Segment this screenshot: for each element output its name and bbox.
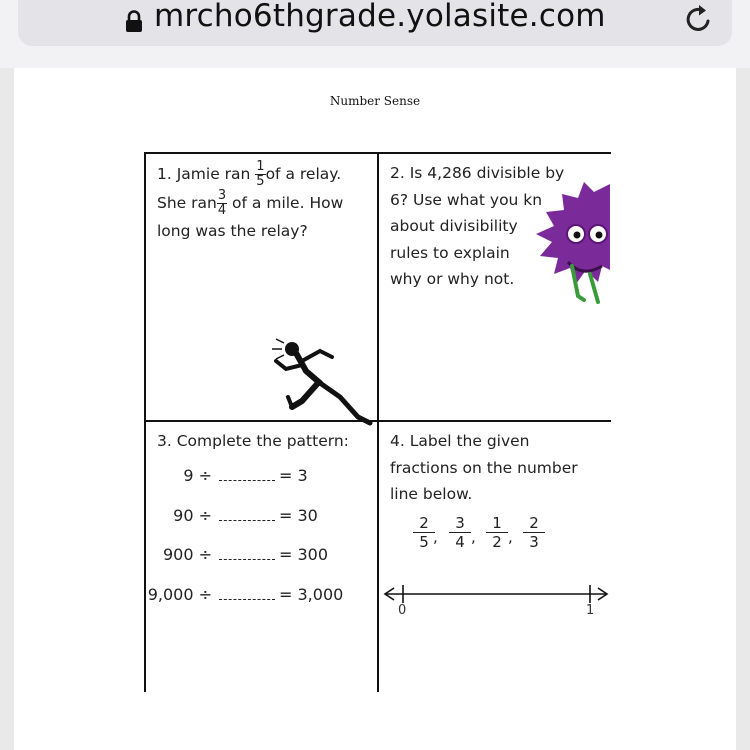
question-1: 1. Jamie ran $\frac{1}{5}$ of a relay. She ran $\frac{3}{4}$ of a mile. How long was the relay? — [157, 159, 344, 240]
fraction-three-fourths: $\frac{3}{4}$ — [217, 188, 227, 218]
lock-icon — [124, 10, 144, 32]
answer-blank[interactable] — [219, 520, 275, 521]
fraction-three-fourths: 3 4 — [449, 514, 471, 551]
grid-middle-horizontal-line — [144, 420, 611, 422]
grid-middle-vertical-line — [377, 152, 379, 692]
answer-blank[interactable] — [219, 480, 275, 481]
reload-icon[interactable] — [682, 2, 716, 36]
number-line — [380, 582, 612, 612]
numberline-label-start: 0 — [398, 603, 407, 618]
grid-left-line — [144, 152, 146, 692]
runner-clipart — [262, 335, 374, 427]
fraction-one-fifth: $\frac{1}{5}$ — [256, 159, 265, 189]
fraction-separator: , — [433, 528, 438, 546]
document-title: Number Sense — [329, 94, 421, 108]
question-3-title: 3. Complete the pattern: — [157, 432, 349, 450]
question-2: 2. Is 4,286 divisible by 6? Use what you kn about divisibility rules to explain why or why not. — [390, 164, 565, 288]
fraction-separator: , — [508, 528, 513, 546]
fraction-separator: , — [471, 528, 476, 546]
fraction-one-half: 1 2 — [486, 514, 508, 551]
purple-monster-clipart — [532, 178, 612, 304]
url-text[interactable]: mrcho6thgrade.yolasite.com — [154, 0, 606, 34]
browser-chrome — [0, 0, 750, 68]
fraction-two-fifths: 2 5 — [413, 514, 435, 551]
document-page — [14, 68, 736, 750]
fraction-two-thirds: 2 3 — [523, 514, 545, 551]
numberline-label-end: 1 — [586, 603, 595, 618]
question-4: 4. Label the given fractions on the number line below. — [390, 432, 578, 503]
answer-blank[interactable] — [219, 599, 275, 600]
answer-blank[interactable] — [219, 559, 275, 560]
